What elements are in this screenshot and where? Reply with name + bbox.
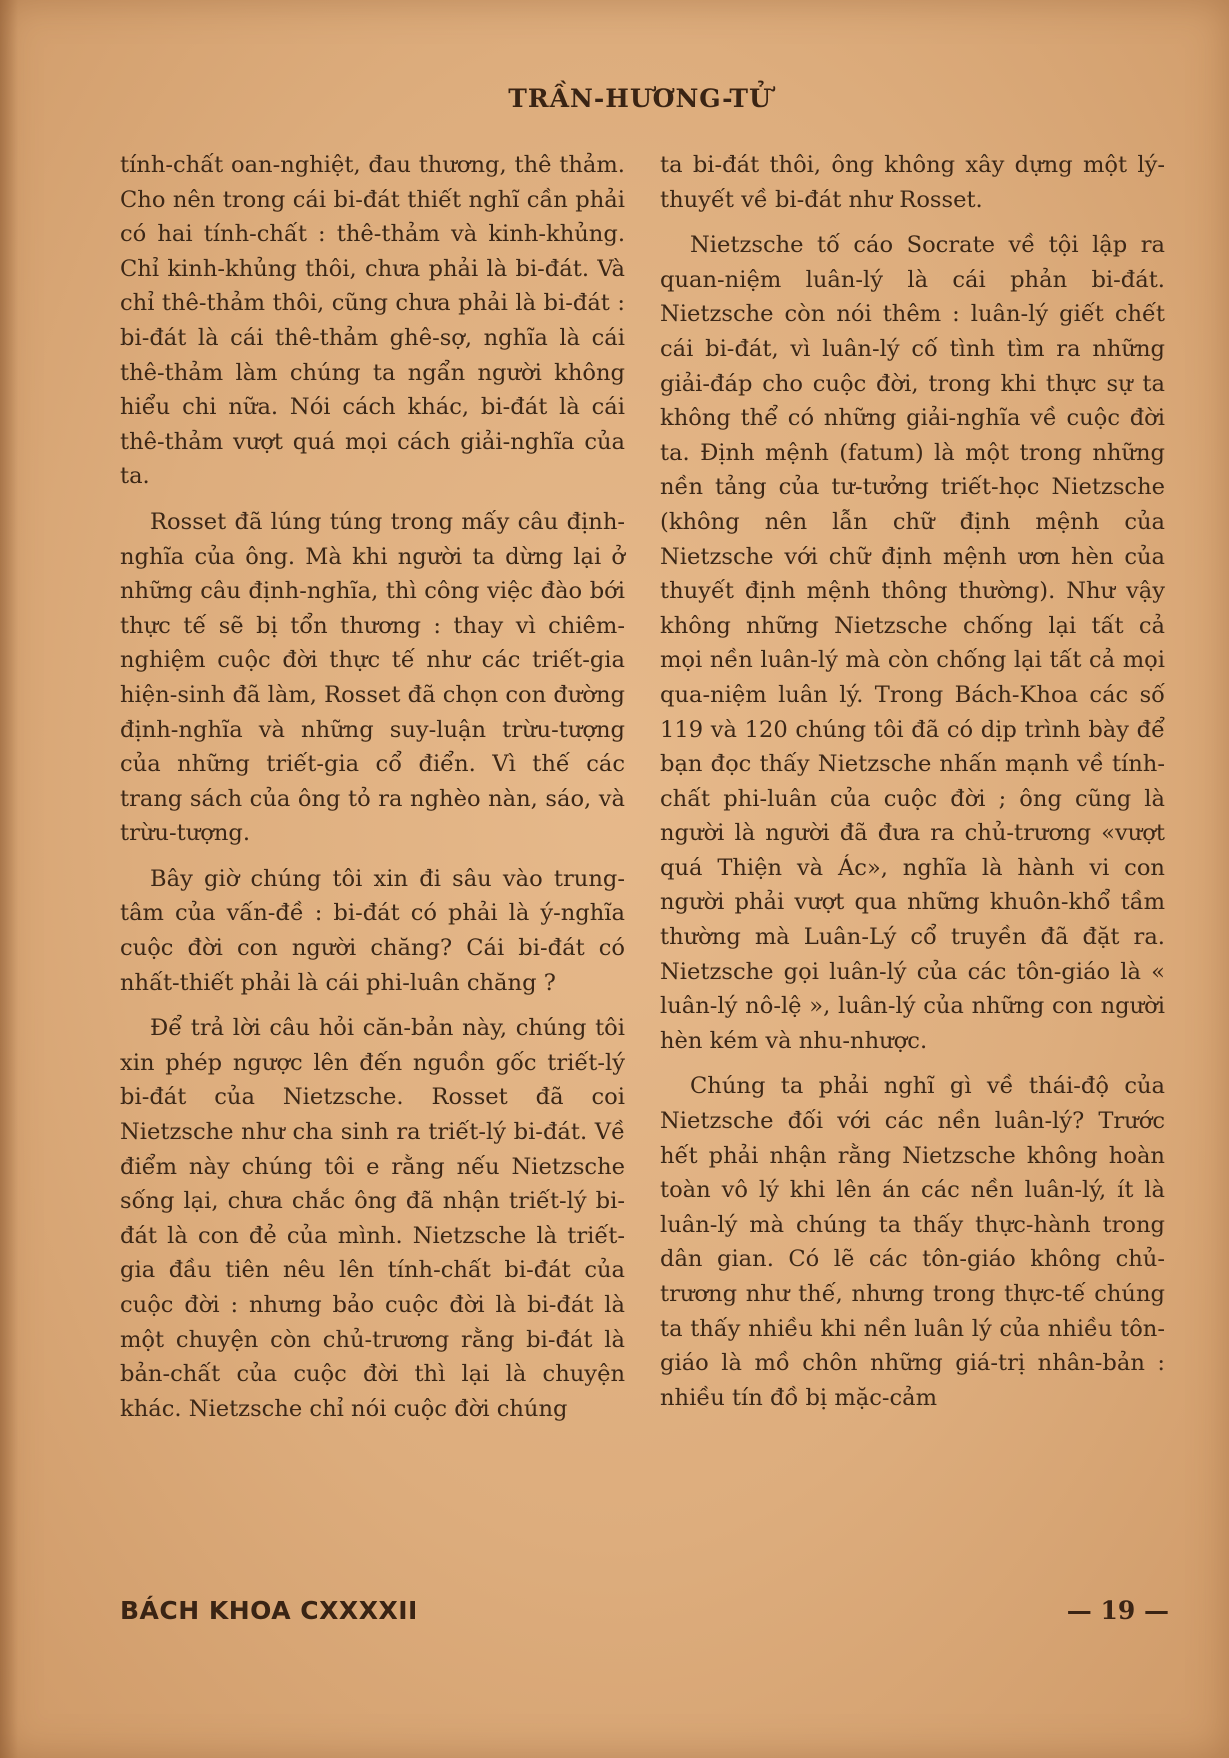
paragraph: tính-chất oan-nghiệt, đau thương, thê thảm. Cho nên trong cái bi-đát thiết nghĩ cần phải có hai tính-chất : thê-thảm và kinh-khủng. Chỉ kinh-khủng thôi, chưa phải là bi-đát. Và chỉ thê-thảm thôi, cũng chưa phải là bi-đát : bi-đát là cái thê-thảm ghê-sợ, nghĩa là cái thê-thảm làm chúng ta ngẩn người không hiểu chi nữa. Nói cách khác, bi-đát là cái thê-thảm vượt quá mọi cách giải-nghĩa của ta. <box>120 152 625 490</box>
paragraph: Rosset đã lúng túng trong mấy câu định-nghĩa của ông. Mà khi người ta dừng lại ở những câu định-nghĩa, thì công việc đào bới thực tế sẽ bị tổn thương : thay vì chiêm-nghiệm cuộc đời thực tế như các triết-gia hiện-sinh đã làm, Rosset đã chọn con đường định-nghĩa và những suy-luận trừu-tượng của những triết-gia cổ điển. Vì thế các trang sách của ông tỏ ra nghèo nàn, sáo, và trừu-tượng. <box>120 508 625 847</box>
right-column <box>660 148 1165 1415</box>
paragraph: ta bi-đát thôi, ông không xây dựng một lý-thuyết về bi-đát như Rosset. <box>660 152 1165 213</box>
paragraph: Nietzsche tố cáo Socrate về tội lập ra quan-niệm luân-lý là cái phản bi-đát. Nietzsche còn nói thêm : luân-lý giết chết cái bi-đát, vì luân-lý cố tình tìm ra những giải-đáp cho cuộc đời, trong khi thực sự ta không thể có những giải-nghĩa về cuộc đời ta. Định mệnh (fatum) là một trong những nền tảng của tư-tưởng triết-học Nietzsche (không nên lẫn chữ định mệnh của Nietzsche với chữ định mệnh ươn hèn của thuyết định mệnh thông thường). Như vậy không những Nietzsche chống lại tất cả mọi nền luân-lý mà còn chống lại tất cả mọi qua-niệm luân lý. Trong Bách-Khoa các số 119 và 120 chúng tôi đã có dịp trình bày để bạn đọc thấy Nietzsche nhấn mạnh về tính-chất phi-luân của cuộc đời ; ông cũng là người là người đã đưa ra chủ-trương «vượt quá Thiện và Ác», nghĩa là hành vi con người phải vượt qua những khuôn-khổ tầm thường mà Luân-Lý cổ truyền đã đặt ra. Nietzsche gọi luân-lý của các tôn-giáo là « luân-lý nô-lệ », luân-lý của những con người hèn kém và nhu-nhược. <box>660 232 1165 1054</box>
page-number: — 19 — <box>1066 1596 1169 1625</box>
paragraph: Chúng ta phải nghĩ gì về thái-độ của Nietzsche đối với các nền luân-lý? Trước hết phải nhận rằng Nietzsche không hoàn toàn vô lý khi lên án các nền luân-lý, ít là luân-lý mà chúng ta thấy thực-hành trong dân gian. Có lẽ các tôn-giáo không chủ-trương như thế, nhưng trong thực-tế chúng ta thấy nhiều khi nền luân lý của nhiều tôn-giáo là mồ chôn những giá-trị nhân-bản : nhiều tín đồ bị mặc-cảm <box>660 1073 1165 1411</box>
paragraph: Bây giờ chúng tôi xin đi sâu vào trung-tâm của vấn-đề : bi-đát có phải là ý-nghĩa cuộc đời con người chăng? Cái bi-đát có nhất-thiết phải là cái phi-luân chăng ? <box>120 865 625 996</box>
left-column <box>120 148 625 1426</box>
running-head: TRẦN-HƯƠNG-TỬ <box>508 84 772 113</box>
paragraph: Để trả lời câu hỏi căn-bản này, chúng tôi xin phép ngược lên đến nguồn gốc triết-lý bi-đát của Nietzsche. Rosset đã coi Nietzsche như cha sinh ra triết-lý bi-đát. Về điểm này chúng tôi e rằng nếu Nietzsche sống lại, chưa chắc ông đã nhận triết-lý bi-đát là con đẻ của mình. Nietzsche là triết-gia đầu tiên nêu lên tính-chất bi-đát của cuộc đời : nhưng bảo cuộc đời là bi-đát là một chuyện còn chủ-trương rằng bi-đát là bản-chất của cuộc đời thì lại là chuyện khác. Nietzsche chỉ nói cuộc đời chúng <box>120 1015 625 1422</box>
publication-footer: BÁCH KHOA CXXXXII <box>120 1596 418 1625</box>
page-binding-shadow <box>0 0 18 1758</box>
